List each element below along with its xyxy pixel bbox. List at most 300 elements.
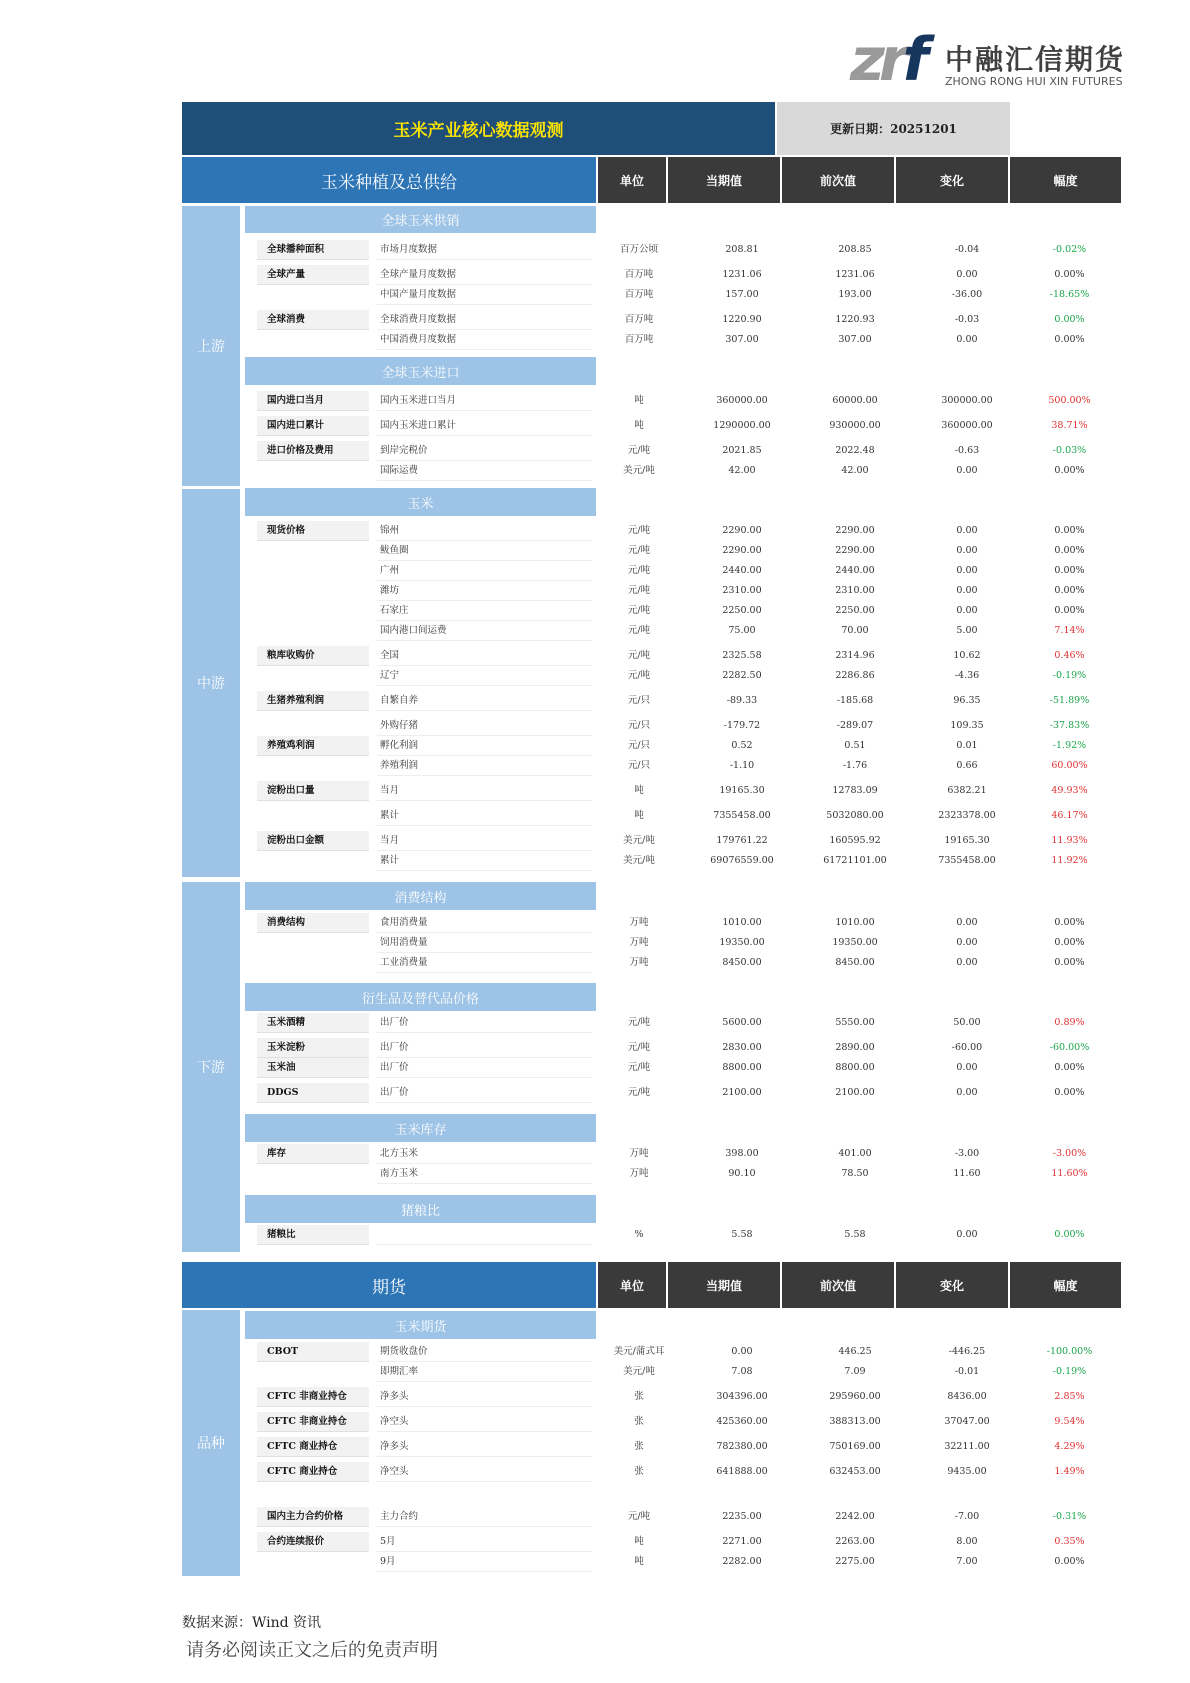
table-row <box>257 285 1114 305</box>
row-pct-change: 500.00% <box>1048 395 1091 406</box>
row-current-value: 1010.00 <box>722 917 762 928</box>
row-current-value: 398.00 <box>725 1148 759 1159</box>
row-label: 全球播种面积 <box>257 240 369 260</box>
row-item: 累计 <box>377 806 592 826</box>
table-row <box>257 601 1114 621</box>
row-change: 8436.00 <box>947 1391 987 1402</box>
row-change: 360000.00 <box>941 420 993 431</box>
row-current-value: 0.52 <box>731 740 753 751</box>
row-label: 国内进口累计 <box>257 416 369 436</box>
row-unit: 吨 <box>634 810 644 821</box>
row-unit: 吨 <box>634 395 644 406</box>
row-change: 0.00 <box>956 565 978 576</box>
row-item: 净空头 <box>377 1412 592 1432</box>
row-unit: 吨 <box>634 1536 644 1547</box>
table-row <box>257 621 1114 641</box>
table-row <box>257 441 1114 461</box>
table-row <box>257 265 1114 285</box>
col-header-pct-2: 幅度 <box>1010 1262 1121 1308</box>
row-item: 南方玉米 <box>377 1164 592 1184</box>
row-previous-value: 2250.00 <box>835 605 875 616</box>
row-label: DDGS <box>257 1083 369 1103</box>
row-previous-value: 8450.00 <box>835 957 875 968</box>
row-label: CFTC 非商业持仓 <box>257 1387 369 1407</box>
table-row <box>257 521 1114 541</box>
row-current-value: -179.72 <box>723 720 761 731</box>
table-row <box>257 1038 1114 1058</box>
row-change: 50.00 <box>953 1017 981 1028</box>
row-label <box>257 933 369 953</box>
row-current-value: 8800.00 <box>722 1062 762 1073</box>
table-row <box>257 416 1114 436</box>
row-current-value: 360000.00 <box>716 395 768 406</box>
row-current-value: 2250.00 <box>722 605 762 616</box>
row-previous-value: 208.85 <box>838 244 872 255</box>
row-pct-change: 4.29% <box>1054 1441 1085 1452</box>
row-label: 玉米油 <box>257 1058 369 1078</box>
row-item: 鲅鱼圈 <box>377 541 592 561</box>
table-row <box>257 541 1114 561</box>
row-label <box>257 953 369 973</box>
section-title-futures: 期货 <box>182 1262 596 1308</box>
row-label <box>257 716 369 736</box>
row-pct-change: 0.00% <box>1054 545 1085 556</box>
row-pct-change: 0.46% <box>1054 650 1085 661</box>
row-label <box>257 541 369 561</box>
row-label: CFTC 商业持仓 <box>257 1437 369 1457</box>
row-item: 即期汇率 <box>377 1362 592 1382</box>
row-change: -4.36 <box>954 670 980 681</box>
row-previous-value: 2022.48 <box>835 445 875 456</box>
row-current-value: 179761.22 <box>716 835 768 846</box>
row-change: -60.00 <box>951 1042 983 1053</box>
table-row <box>257 1225 1114 1245</box>
row-previous-value: 2310.00 <box>835 585 875 596</box>
row-pct-change: -1.92% <box>1052 740 1087 751</box>
row-previous-value: 750169.00 <box>829 1441 881 1452</box>
row-current-value: 7.08 <box>731 1366 753 1377</box>
row-unit: 元/只 <box>627 740 651 751</box>
row-label: 玉米酒精 <box>257 1013 369 1033</box>
side-label-midstream: 中游 <box>182 489 240 877</box>
row-unit: 元/吨 <box>627 650 651 661</box>
row-item: 出厂价 <box>377 1038 592 1058</box>
row-pct-change: 0.00% <box>1054 585 1085 596</box>
row-change: 0.00 <box>956 957 978 968</box>
row-pct-change: 0.00% <box>1054 605 1085 616</box>
row-item: 出厂价 <box>377 1083 592 1103</box>
row-previous-value: 930000.00 <box>829 420 881 431</box>
row-change: 5.00 <box>956 625 978 636</box>
row-unit: 元/吨 <box>627 1042 651 1053</box>
row-previous-value: 160595.92 <box>829 835 881 846</box>
row-current-value: 307.00 <box>725 334 759 345</box>
side-label-variety: 品种 <box>182 1310 240 1576</box>
row-label: 猪粮比 <box>257 1225 369 1245</box>
row-item: 当月 <box>377 831 592 851</box>
row-previous-value: 1010.00 <box>835 917 875 928</box>
row-change: 0.01 <box>956 740 978 751</box>
row-current-value: 2310.00 <box>722 585 762 596</box>
row-pct-change: -37.83% <box>1049 720 1090 731</box>
side-label-downstream: 下游 <box>182 882 240 1252</box>
row-item: 净多头 <box>377 1437 592 1457</box>
row-change: 0.00 <box>956 1229 978 1240</box>
row-change: 0.00 <box>956 937 978 948</box>
row-current-value: 304396.00 <box>716 1391 768 1402</box>
row-change: 0.00 <box>956 605 978 616</box>
row-change: 0.00 <box>956 1087 978 1098</box>
update-date: 更新日期：20251201 <box>777 102 1010 155</box>
row-current-value: 641888.00 <box>716 1466 768 1477</box>
row-item: 期货收盘价 <box>377 1342 592 1362</box>
row-current-value: 2021.85 <box>722 445 762 456</box>
table-row <box>257 1462 1114 1482</box>
row-item: 全球消费月度数据 <box>377 310 592 330</box>
row-label: 养殖鸡利润 <box>257 736 369 756</box>
row-previous-value: 401.00 <box>838 1148 872 1159</box>
row-unit: 元/吨 <box>627 605 651 616</box>
row-item: 市场月度数据 <box>377 240 592 260</box>
logo-mark: zrf <box>850 25 923 95</box>
row-pct-change: 7.14% <box>1054 625 1085 636</box>
row-previous-value: 2290.00 <box>835 545 875 556</box>
subhead-consumption: 消费结构 <box>245 882 596 910</box>
row-item: 净空头 <box>377 1462 592 1482</box>
row-label <box>257 330 369 350</box>
row-unit: 元/吨 <box>627 525 651 536</box>
row-label: CFTC 商业持仓 <box>257 1462 369 1482</box>
row-pct-change: -18.65% <box>1049 289 1090 300</box>
row-item: 外购仔猪 <box>377 716 592 736</box>
row-change: 10.62 <box>953 650 981 661</box>
table-row <box>257 1552 1114 1572</box>
company-logo <box>850 25 1126 95</box>
row-current-value: 2325.58 <box>722 650 762 661</box>
row-label <box>257 581 369 601</box>
row-pct-change: -3.00% <box>1052 1148 1087 1159</box>
col-header-current-2: 当期值 <box>668 1262 780 1308</box>
row-pct-change: 0.00% <box>1054 957 1085 968</box>
row-change: -36.00 <box>951 289 983 300</box>
row-pct-change: -60.00% <box>1049 1042 1090 1053</box>
row-unit: 元/只 <box>627 695 651 706</box>
row-change: 7355458.00 <box>938 855 996 866</box>
row-pct-change: 2.85% <box>1054 1391 1085 1402</box>
row-previous-value: 2440.00 <box>835 565 875 576</box>
row-previous-value: 388313.00 <box>829 1416 881 1427</box>
table-row <box>257 1387 1114 1407</box>
table-row <box>257 806 1114 826</box>
row-item: 中国产量月度数据 <box>377 285 592 305</box>
table-row <box>257 391 1114 411</box>
row-pct-change: 0.00% <box>1054 1087 1085 1098</box>
row-label <box>257 851 369 871</box>
row-label: 全球产量 <box>257 265 369 285</box>
row-pct-change: 0.00% <box>1054 917 1085 928</box>
table-row <box>257 1507 1114 1527</box>
row-label: 国内主力合约价格 <box>257 1507 369 1527</box>
row-pct-change: 0.00% <box>1054 334 1085 345</box>
row-current-value: -1.10 <box>729 760 755 771</box>
row-pct-change: 0.00% <box>1054 1062 1085 1073</box>
row-current-value: 2830.00 <box>722 1042 762 1053</box>
row-change: -0.01 <box>954 1366 980 1377</box>
row-previous-value: 19350.00 <box>832 937 878 948</box>
row-pct-change: 0.00% <box>1054 525 1085 536</box>
subhead-corn-futures: 玉米期货 <box>245 1311 596 1339</box>
row-pct-change: 46.17% <box>1051 810 1088 821</box>
row-unit: 吨 <box>634 785 644 796</box>
row-current-value: 2282.00 <box>722 1556 762 1567</box>
row-pct-change: -0.02% <box>1052 244 1087 255</box>
row-pct-change: -0.19% <box>1052 1366 1087 1377</box>
row-unit: 万吨 <box>629 957 649 968</box>
row-change: 0.00 <box>956 269 978 280</box>
row-item: 锦州 <box>377 521 592 541</box>
row-label: 国内进口当月 <box>257 391 369 411</box>
row-change: -0.04 <box>954 244 980 255</box>
row-item: 当月 <box>377 781 592 801</box>
row-pct-change: 9.54% <box>1054 1416 1085 1427</box>
table-row <box>257 1083 1114 1103</box>
row-current-value: 7355458.00 <box>713 810 771 821</box>
data-source-note: 数据来源：Wind 资讯 <box>182 1615 322 1631</box>
row-label: 合约连续报价 <box>257 1532 369 1552</box>
row-unit: 万吨 <box>629 917 649 928</box>
row-unit: 元/吨 <box>627 445 651 456</box>
row-item: 全国 <box>377 646 592 666</box>
row-current-value: 1220.90 <box>722 314 762 325</box>
row-current-value: 0.00 <box>731 1346 753 1357</box>
row-previous-value: 2242.00 <box>835 1511 875 1522</box>
row-item: 累计 <box>377 851 592 871</box>
row-current-value: 42.00 <box>728 465 756 476</box>
row-previous-value: -1.76 <box>842 760 868 771</box>
table-row <box>257 913 1114 933</box>
row-change: 7.00 <box>956 1556 978 1567</box>
row-item: 国内玉米进口当月 <box>377 391 592 411</box>
row-item: 潍坊 <box>377 581 592 601</box>
row-unit: 元/只 <box>627 720 651 731</box>
row-previous-value: 5.58 <box>844 1229 866 1240</box>
table-row <box>257 666 1114 686</box>
row-label: 粮库收购价 <box>257 646 369 666</box>
row-current-value: 2271.00 <box>722 1536 762 1547</box>
row-change: 0.00 <box>956 465 978 476</box>
row-current-value: 1231.06 <box>722 269 762 280</box>
report-title: 玉米产业核心数据观测 <box>182 102 775 155</box>
row-previous-value: 78.50 <box>841 1168 869 1179</box>
row-label: 全球消费 <box>257 310 369 330</box>
row-unit: 元/吨 <box>627 545 651 556</box>
row-pct-change: 1.49% <box>1054 1466 1085 1477</box>
row-pct-change: -100.00% <box>1046 1346 1093 1357</box>
row-item: 全球产量月度数据 <box>377 265 592 285</box>
row-previous-value: 2263.00 <box>835 1536 875 1547</box>
row-item <box>377 1225 592 1245</box>
row-item: 工业消费量 <box>377 953 592 973</box>
row-item: 国内玉米进口累计 <box>377 416 592 436</box>
row-item: 中国消费月度数据 <box>377 330 592 350</box>
row-current-value: 8450.00 <box>722 957 762 968</box>
row-label <box>257 806 369 826</box>
row-previous-value: 5032080.00 <box>826 810 884 821</box>
row-previous-value: 70.00 <box>841 625 869 636</box>
row-unit: 元/吨 <box>627 670 651 681</box>
table-row <box>257 1164 1114 1184</box>
row-change: 0.00 <box>956 334 978 345</box>
row-previous-value: 307.00 <box>838 334 872 345</box>
row-pct-change: -0.19% <box>1052 670 1087 681</box>
row-item: 北方玉米 <box>377 1144 592 1164</box>
row-item: 到岸完税价 <box>377 441 592 461</box>
row-label: 生猪养殖利润 <box>257 691 369 711</box>
table-row <box>257 736 1114 756</box>
subhead-global-import: 全球玉米进口 <box>245 357 596 385</box>
row-item: 净多头 <box>377 1387 592 1407</box>
row-pct-change: 11.92% <box>1051 855 1088 866</box>
row-unit: 元/吨 <box>627 565 651 576</box>
table-row <box>257 1532 1114 1552</box>
row-change: 0.66 <box>956 760 978 771</box>
row-current-value: 782380.00 <box>716 1441 768 1452</box>
col-header-pct: 幅度 <box>1010 157 1121 203</box>
table-row <box>257 756 1114 776</box>
row-unit: 美元/吨 <box>623 465 655 476</box>
table-row <box>257 240 1114 260</box>
row-previous-value: 7.09 <box>844 1366 866 1377</box>
row-change: -3.00 <box>954 1148 980 1159</box>
row-current-value: 2235.00 <box>722 1511 762 1522</box>
row-change: -0.03 <box>954 314 980 325</box>
row-item: 广州 <box>377 561 592 581</box>
row-current-value: 19165.30 <box>719 785 765 796</box>
row-unit: 元/吨 <box>627 1017 651 1028</box>
row-pct-change: -0.31% <box>1052 1511 1087 1522</box>
row-change: 0.00 <box>956 917 978 928</box>
row-current-value: 5.58 <box>731 1229 753 1240</box>
row-unit: 百万吨 <box>624 314 654 325</box>
row-unit: 张 <box>634 1466 644 1477</box>
row-unit: 美元/蒲式耳 <box>613 1346 665 1357</box>
row-item: 饲用消费量 <box>377 933 592 953</box>
row-unit: 元/吨 <box>627 1511 651 1522</box>
table-row <box>257 1342 1114 1362</box>
row-change: 6382.21 <box>947 785 987 796</box>
row-unit: 百万吨 <box>624 289 654 300</box>
row-previous-value: 2314.96 <box>835 650 875 661</box>
row-item: 孵化利润 <box>377 736 592 756</box>
row-previous-value: -185.68 <box>836 695 874 706</box>
row-pct-change: 0.00% <box>1054 314 1085 325</box>
row-unit: 元/只 <box>627 760 651 771</box>
row-label <box>257 1362 369 1382</box>
col-header-change: 变化 <box>896 157 1008 203</box>
col-header-previous: 前次值 <box>782 157 894 203</box>
row-unit: 万吨 <box>629 1168 649 1179</box>
row-change: 300000.00 <box>941 395 993 406</box>
row-label <box>257 1164 369 1184</box>
row-previous-value: 42.00 <box>841 465 869 476</box>
table-row <box>257 310 1114 330</box>
row-change: 0.00 <box>956 525 978 536</box>
row-unit: 万吨 <box>629 1148 649 1159</box>
table-row <box>257 330 1114 350</box>
table-row <box>257 933 1114 953</box>
subhead-derivatives: 衍生品及替代品价格 <box>245 983 596 1011</box>
row-previous-value: 193.00 <box>838 289 872 300</box>
row-item: 养殖利润 <box>377 756 592 776</box>
row-label <box>257 285 369 305</box>
row-previous-value: 2100.00 <box>835 1087 875 1098</box>
row-previous-value: 632453.00 <box>829 1466 881 1477</box>
table-row <box>257 561 1114 581</box>
row-unit: 美元/吨 <box>623 855 655 866</box>
row-pct-change: 60.00% <box>1051 760 1088 771</box>
row-label <box>257 666 369 686</box>
row-previous-value: 8800.00 <box>835 1062 875 1073</box>
row-pct-change: 0.89% <box>1054 1017 1085 1028</box>
row-unit: 张 <box>634 1416 644 1427</box>
table-row <box>257 461 1114 481</box>
row-pct-change: 11.60% <box>1051 1168 1088 1179</box>
row-unit: 百万吨 <box>624 334 654 345</box>
row-unit: 元/吨 <box>627 585 651 596</box>
logo-chinese-name: 中融汇信期货 <box>945 43 1126 76</box>
row-change: 32211.00 <box>944 1441 990 1452</box>
table-row <box>257 831 1114 851</box>
row-unit: 元/吨 <box>627 1062 651 1073</box>
row-current-value: 19350.00 <box>719 937 765 948</box>
row-unit: 吨 <box>634 420 644 431</box>
row-current-value: 75.00 <box>728 625 756 636</box>
row-current-value: 69076559.00 <box>710 855 774 866</box>
row-pct-change: 11.93% <box>1051 835 1088 846</box>
row-previous-value: 1220.93 <box>835 314 875 325</box>
row-pct-change: 0.00% <box>1054 465 1085 476</box>
row-label <box>257 461 369 481</box>
row-change: 0.00 <box>956 545 978 556</box>
table-row <box>257 581 1114 601</box>
row-previous-value: 61721101.00 <box>823 855 887 866</box>
col-header-unit-2: 单位 <box>598 1262 666 1308</box>
row-previous-value: 2290.00 <box>835 525 875 536</box>
row-label: 现货价格 <box>257 521 369 541</box>
row-unit: 吨 <box>634 1556 644 1567</box>
row-previous-value: 295960.00 <box>829 1391 881 1402</box>
row-pct-change: 38.71% <box>1051 420 1088 431</box>
row-current-value: -89.33 <box>726 695 758 706</box>
row-change: 37047.00 <box>944 1416 990 1427</box>
row-unit: 元/吨 <box>627 1087 651 1098</box>
row-unit: % <box>634 1229 644 1240</box>
row-pct-change: -51.89% <box>1049 695 1090 706</box>
row-previous-value: 2275.00 <box>835 1556 875 1567</box>
row-previous-value: 60000.00 <box>832 395 878 406</box>
row-unit: 百万公顷 <box>619 244 658 255</box>
row-label <box>257 601 369 621</box>
row-change: 0.00 <box>956 1062 978 1073</box>
row-pct-change: 0.00% <box>1054 565 1085 576</box>
row-previous-value: 2286.86 <box>835 670 875 681</box>
row-item: 国际运费 <box>377 461 592 481</box>
table-row <box>257 691 1114 711</box>
row-label <box>257 561 369 581</box>
row-change: 8.00 <box>956 1536 978 1547</box>
disclaimer-note: 请务必阅读正文之后的免责声明 <box>186 1640 438 1661</box>
row-pct-change: 49.93% <box>1051 785 1088 796</box>
